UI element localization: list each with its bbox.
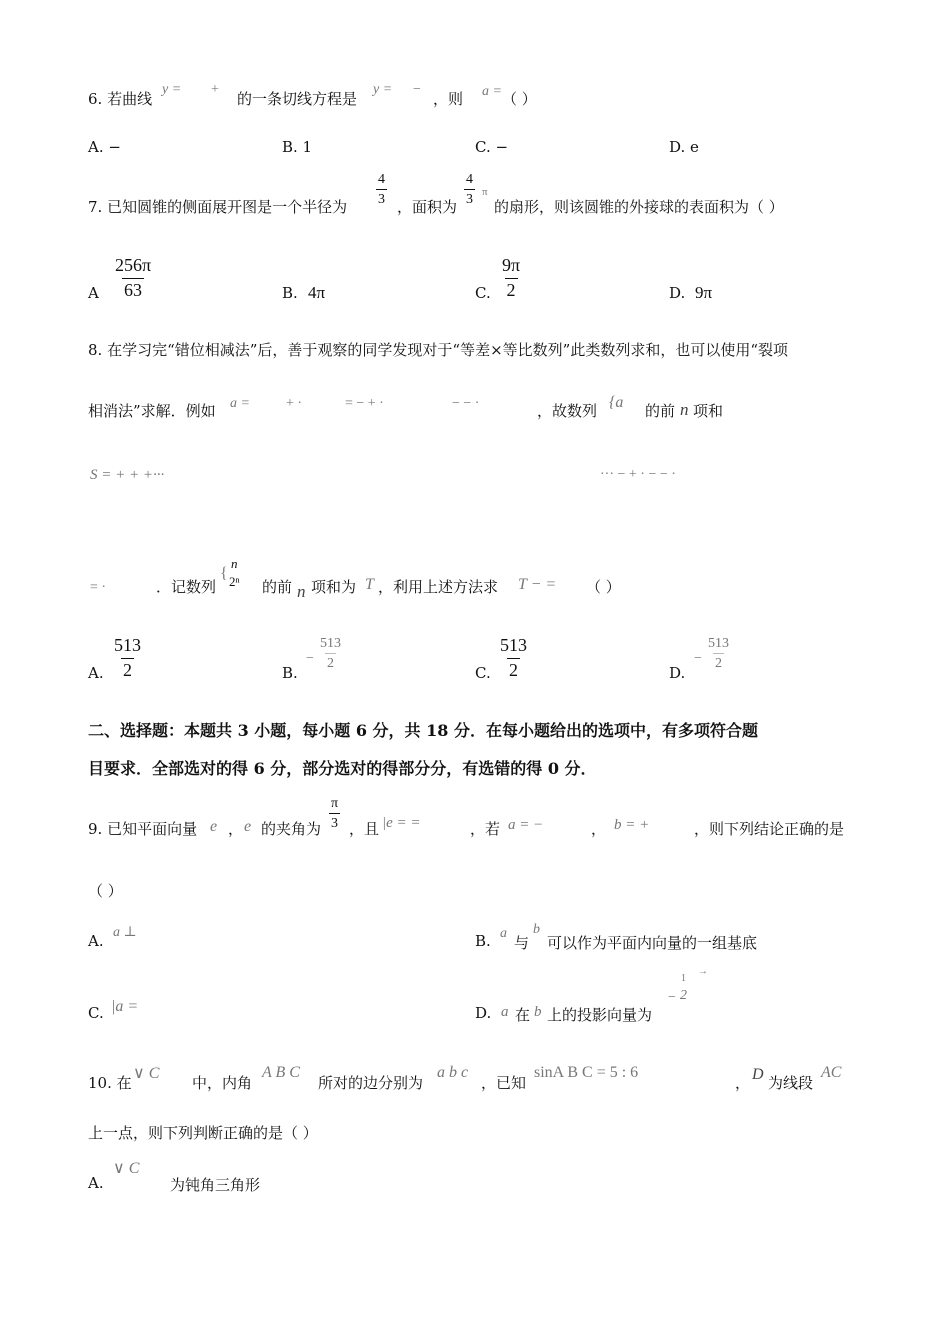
q7-option-b-label: B. — [282, 284, 298, 302]
q7-option-c-label: C. — [475, 284, 491, 302]
q7-prefix: 7. 已知圆锥的侧面展开图是一个半径为 — [88, 198, 348, 216]
q8-option-a-num: 513 — [114, 635, 141, 655]
q9-option-b-label: B. — [475, 932, 491, 950]
q10-mid4: 为线段 — [768, 1074, 814, 1092]
q6-then: ，则 — [433, 90, 464, 108]
q7-fraction-area — [464, 172, 475, 208]
q10-mid3: ，已知 — [481, 1074, 527, 1092]
q9-option-d-den: 2 — [680, 988, 687, 1003]
q9-angle-num: π — [331, 796, 339, 811]
section2-heading-line1: 二、选择题：本题共 3 小题，每小题 6 分，共 18 分．在每小题给出的选项中，有多项符合题 — [88, 721, 758, 740]
q6-math-4: − — [413, 82, 421, 97]
q8-option-b-num: 513 — [320, 636, 341, 651]
q8-seq-den: 2ⁿ — [229, 574, 240, 590]
q6-math-3: y = — [373, 82, 393, 97]
q10-option-a-triangle: ∨ C — [113, 1160, 140, 1177]
q10-mid1: 中，内角 — [192, 1074, 253, 1092]
q8-option-a-den: 2 — [123, 659, 132, 680]
q8-option-a-fraction — [112, 636, 143, 681]
q8-t2: T − = — [518, 576, 557, 593]
q10-sin: sinA B C = 5 : 6 — [534, 1064, 639, 1081]
q9-option-d-num: 1 — [681, 973, 686, 984]
q9-option-b-b: b — [533, 922, 540, 937]
q10-comma: ， — [735, 1074, 751, 1092]
q8-line4-paren: （ ） — [586, 578, 621, 596]
q9-option-d-label: D. — [475, 1004, 492, 1022]
q8-option-d-label: D. — [669, 664, 686, 682]
q9-option-b-a: a — [500, 926, 507, 941]
q6-math-5: a = — [482, 84, 502, 99]
q9-comma1: ， — [228, 820, 244, 838]
q6-paren: （ ） — [502, 90, 537, 108]
q6-math-1: y = — [162, 82, 182, 97]
q10-option-a-text: 为钝角三角形 — [170, 1176, 261, 1194]
q7-fraction-area-num: 4 — [466, 172, 473, 187]
q8-line4-n: n — [297, 582, 306, 601]
q8-option-d-den: 2 — [713, 653, 724, 671]
q8-option-c-label: C. — [475, 664, 491, 682]
q8-option-b-fraction — [318, 636, 343, 672]
section2-heading-line2: 目要求．全部选对的得 6 分，部分选对的得部分分，有选错的得 0 分． — [88, 759, 597, 778]
q7-option-a-fraction — [113, 256, 153, 301]
q9-option-d-text2: 上的投影向量为 — [547, 1006, 653, 1024]
q7-option-c-den: 2 — [506, 279, 516, 300]
q6-option-c: C. − — [475, 138, 509, 156]
q8-option-d-minus: − — [694, 651, 702, 666]
q8-option-d-fraction — [706, 636, 731, 672]
q8-line1: 8. 在学习完“错位相减法”后，善于观察的同学发现对于“等差×等比数列”此类数列求和，也可以使用“裂项 — [88, 341, 788, 359]
q10-line2: 上一点，则下列判断正确的是（ ） — [88, 1124, 318, 1142]
q9-abs: |e = = — [382, 815, 421, 831]
q6-option-b: B. 1 — [282, 138, 313, 156]
q9-angle-fraction — [329, 796, 340, 832]
q7-fraction-radius — [376, 172, 387, 208]
q7-fraction-area-den: 3 — [464, 189, 475, 207]
q8-sum-line: S = + + +··· — [90, 467, 165, 483]
q8-sum-tail: ··· − + · − − · — [600, 467, 676, 482]
q7-option-a-den: 63 — [124, 279, 143, 300]
q7-option-c-fraction — [500, 256, 522, 301]
q9-option-c-math: |a = — [111, 998, 139, 1015]
q9-option-a-math: a ⊥ — [113, 925, 137, 940]
q9-b-def: b = + — [614, 817, 650, 833]
q8-option-c-fraction — [498, 636, 529, 681]
q9-option-d-fraction — [678, 973, 689, 1003]
q9-and: ，且 — [349, 820, 380, 838]
q8-math-eq: = − + · — [345, 396, 384, 411]
q8-line4-b: 的前 — [262, 578, 293, 596]
q8-eq-line: = · — [90, 580, 107, 595]
q9-option-b-text2: 可以作为平面内向量的一组基底 — [547, 934, 758, 952]
q10-triangle: ∨ C — [133, 1065, 160, 1082]
q7-option-a-num: 256π — [115, 255, 152, 275]
q10-option-a-label: A. — [88, 1174, 104, 1192]
q9-prefix: 9. 已知平面向量 — [88, 820, 198, 838]
q9-mid: 的夹角为 — [261, 820, 322, 838]
q7-fraction-radius-den: 3 — [376, 189, 387, 207]
q8-option-c-den: 2 — [509, 659, 518, 680]
q7-option-d-value: 9π — [695, 283, 713, 302]
q7-fraction-radius-num: 4 — [378, 172, 385, 187]
q10-abc: A B C — [262, 1064, 300, 1081]
q9-e2: e — [244, 818, 252, 835]
q8-option-b-minus: − — [306, 651, 314, 666]
q9-a-def: a = − — [508, 817, 544, 833]
q10-mid2: 所对的边分别为 — [318, 1074, 424, 1092]
q7-option-b-value: 4π — [308, 283, 326, 302]
q8-option-b-den: 2 — [325, 653, 336, 671]
q9-option-d-minus: − — [668, 990, 676, 1005]
q8-seq-fraction — [227, 557, 242, 590]
q8-math-an: a = — [230, 396, 250, 411]
q8-option-a-label: A. — [88, 664, 104, 682]
q6-option-d: D. e — [669, 138, 699, 156]
q8-option-d-num: 513 — [708, 636, 729, 651]
q9-rest: ，则下列结论正确的是 — [694, 820, 845, 838]
q8-line2-b: ，故数列 — [537, 402, 598, 420]
q10-abc-lower: a b c — [437, 1064, 469, 1081]
q8-seq-brace-2: { — [220, 565, 228, 582]
q8-math-minus: − − · — [452, 396, 480, 411]
q9-option-d-a: a — [501, 1004, 509, 1020]
q9-if: ，若 — [470, 820, 501, 838]
q9-option-b-text1: 与 — [514, 934, 530, 952]
q8-seq-num: n — [231, 556, 238, 571]
q6-option-a: A. − — [88, 138, 121, 156]
q8-line2-c: 的前 — [645, 402, 676, 420]
q9-option-a-label: A. — [88, 932, 104, 950]
q8-line2-a: 相消法”求解．例如 — [88, 402, 216, 420]
q7-option-a-label: A — [88, 284, 99, 302]
q7-rest: 的扇形，则该圆锥的外接球的表面积为（ ） — [494, 198, 784, 216]
q8-math-plus: + · — [286, 396, 303, 411]
q8-line2-d: 项和 — [693, 402, 724, 420]
q8-option-c-num: 513 — [500, 635, 527, 655]
q9-option-d-b: b — [534, 1004, 542, 1020]
q9-paren: （ ） — [88, 882, 123, 900]
q9-option-c-label: C. — [88, 1004, 104, 1022]
q10-d: D — [752, 1066, 764, 1083]
q8-seq-brace: {a — [609, 394, 624, 411]
q6-math-2: + — [211, 82, 219, 97]
q8-option-b-label: B. — [282, 664, 298, 682]
q8-line4-d: ，利用上述方法求 — [378, 578, 499, 596]
q9-comma2: ， — [591, 820, 607, 838]
q7-option-d-label: D. — [669, 284, 686, 302]
q9-angle-den: 3 — [329, 813, 340, 831]
q8-t1: T — [365, 576, 374, 593]
q10-ac: AC — [821, 1064, 842, 1081]
q9-option-d-text1: 在 — [515, 1006, 531, 1024]
q10-prefix: 10. 在 — [88, 1074, 132, 1092]
q9-option-d-arrow: → — [698, 966, 708, 977]
q8-n: n — [680, 400, 689, 419]
q6-mid: 的一条切线方程是 — [237, 90, 358, 108]
q8-line4-c: 项和为 — [311, 578, 357, 596]
q7-pi: π — [482, 186, 488, 198]
q8-line4-a: ．记数列 — [156, 578, 217, 596]
q7-option-c-num: 9π — [502, 255, 521, 275]
q6-prefix: 6. 若曲线 — [88, 90, 153, 108]
q7-mid: ，面积为 — [397, 198, 458, 216]
q9-e1: e — [210, 818, 218, 835]
